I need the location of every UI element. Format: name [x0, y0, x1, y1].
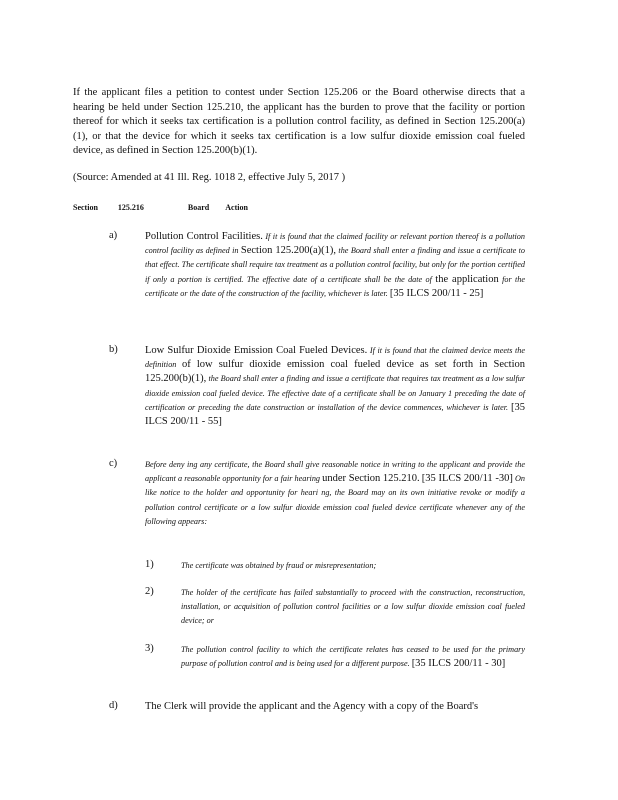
intro-paragraph: If the applicant files a petition to contest under Section 125.206 or the Board otherwise directs that a hearing be held under Section 125.210, the applicant has the burden to prove that the facility or portion thereof for which it seeks tax certification is a pollution control facility, as defined in Section 125.200(a)(1), or that the device for which it seeks tax certification is a low sulfur dioxide emission coal fueled device, as defined in Section 125.200(b)(1).	[73, 87, 525, 157]
subitem-2-label: 2)	[145, 586, 154, 597]
item-c-text2: On like notice to the holder and opportunity for heari ng, the Board may on its own initiative revoke or modify a pollution control certificate or a low sulfur dioxide emission coal fueled device certificate whenever any of the following appears:	[145, 474, 525, 526]
item-b-text: If it is found that the claimed device meets the definition	[145, 346, 526, 370]
subitem-2-body	[181, 586, 525, 629]
subitem-3-cite: [35 ILCS 200/11 - 30]	[411, 658, 506, 670]
item-c-cite: [35 ILCS 200/11 -30]	[421, 473, 513, 485]
item-a-ref2: the application	[435, 273, 499, 285]
item-d-text: The Clerk will provide the applicant and the Agency with a copy of the Board's	[145, 701, 479, 712]
item-a-lead: Pollution Control Facilities.	[145, 231, 263, 242]
item-a-cite: [35 ILCS 200/11 - 25]	[389, 287, 484, 299]
item-a-body	[145, 230, 525, 301]
subitem-3-text: The pollution control facility to which the certificate relates has ceased to be used for the primary purpose of pollution control and is being used for a different purpose.	[181, 645, 525, 669]
item-b-label: b)	[109, 344, 118, 355]
section-title-action: Action	[225, 203, 248, 212]
section-number: 125.216	[117, 203, 144, 212]
item-a-text3: for the certificate or the date of the construction of the facility, whichever is later.	[145, 274, 526, 298]
item-b-text2: the Board shall enter a finding and issue a certificate that requires tax treatment as a low sulfur dioxide emission coal fueled device. The effective date of a certificate shall be on January 1 preceding the date of certification or preceding the date construction or installation of the device commences, whichever is later.	[145, 374, 526, 412]
item-c-body	[145, 458, 525, 529]
item-b-cite: [35 ILCS 200/11 - 55]	[145, 401, 526, 428]
item-a-text: If it is found that the claimed facility or relevant portion thereof is a pollution control facility as defined in	[145, 232, 525, 256]
item-b-ref: of low sulfur dioxide emission coal fueled device as set forth in Section 125.200(b)(1),	[145, 359, 525, 385]
item-b-lead: Low Sulfur Dioxide Emission Coal Fueled Devices.	[145, 345, 368, 356]
subitem-3-label: 3)	[145, 643, 154, 654]
section-word: Section	[73, 203, 98, 212]
item-c-label: c)	[109, 458, 118, 469]
item-a-label: a)	[109, 230, 118, 241]
item-c-ref: under Section 125.210.	[322, 473, 420, 485]
subitem-3-body	[181, 643, 525, 671]
section-heading	[73, 203, 248, 212]
subitem-1-text: The certificate was obtained by fraud or misrepresentation;	[181, 561, 377, 570]
item-a-ref: Section 125.200(a)(1),	[240, 245, 337, 257]
item-b-body	[145, 344, 525, 429]
subitem-1-label: 1)	[145, 559, 154, 570]
item-d-label: d)	[109, 700, 118, 711]
source-note: (Source: Amended at 41 Ill. Reg. 1018 2, effective July 5, 2017 )	[73, 172, 346, 183]
subitem-2-text: The holder of the certificate has failed substantially to proceed with the construction, reconstruction, installation, or acquisition of pollution control facilities or a low sulfur dioxide emission coal fueled device; or	[181, 588, 525, 626]
section-title-board: Board	[187, 203, 210, 212]
item-a-text2: the Board shall enter a finding and issue a certificate to that effect. The certificate shall require tax treatment as a pollution control facility, but only for the portion certified if only a portion is certified. The effective date of a certificate shall be the date of	[145, 246, 525, 284]
item-c-text: Before deny ing any certificate, the Board shall give reasonable notice in writing to the applicant and provide the applicant a reasonable opportunity for a fair hearing	[145, 460, 525, 484]
subitem-1-body	[181, 559, 525, 573]
